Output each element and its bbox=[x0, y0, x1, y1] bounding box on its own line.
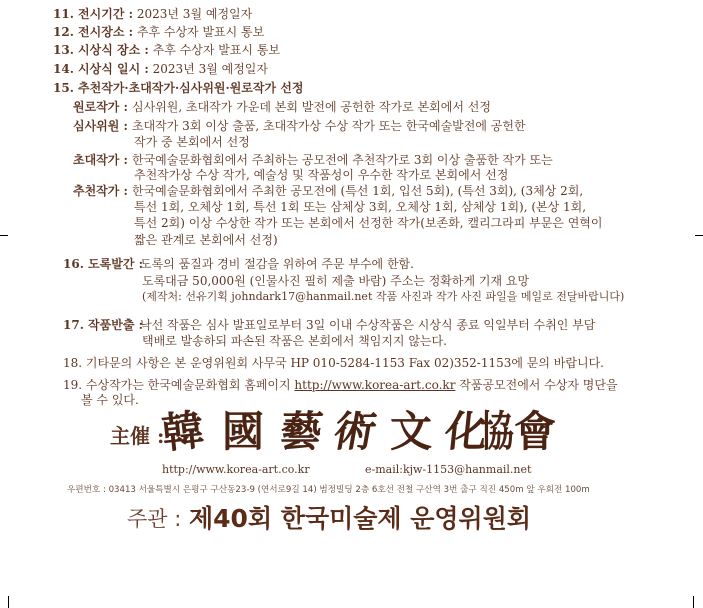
sub-text-recommended-3: 특선 2회) 이상 수상한 작가 또는 본회에서 선정한 작가(보존화, 캘리그라피 부문은 연혁이 bbox=[134, 216, 603, 230]
website[interactable]: http://www.korea-art.co.kr bbox=[162, 463, 310, 476]
homepage-link[interactable]: http://www.korea-art.co.kr bbox=[294, 378, 456, 392]
sub-label-recommended: 추천작가 : bbox=[73, 184, 128, 198]
sub-text-elder-1: 심사위원, 초대작가 가운데 본회 발전에 공헌한 작가로 본회에서 선정 bbox=[132, 100, 491, 114]
organizer-name: 제40회 한국미술제 운영위원회 bbox=[189, 504, 531, 533]
crop-mark-bottom-right bbox=[693, 596, 694, 608]
crop-mark-left bbox=[0, 235, 8, 236]
sub-text-invited-2: 추천작가상 수상 작가, 예술성 및 작품성이 우수한 작가로 본회에서 선정 bbox=[134, 168, 509, 182]
host-label: 主催 : bbox=[110, 424, 165, 448]
sub-text-judge-2: 작가 중 본회에서 선정 bbox=[134, 135, 250, 149]
item-11: 11. 전시기간 : 2023년 3월 예정일자 bbox=[53, 7, 253, 21]
sub-text-judge-1: 초대작가 3회 이상 출품, 초대작가상 수상 작가 또는 한국예술발전에 공헌한 bbox=[132, 119, 526, 133]
sub-label-invited: 초대작가 : bbox=[73, 153, 128, 167]
organizer-label: 주관 : bbox=[127, 507, 182, 531]
item-14: 14. 시상식 일시 : 2023년 3월 예정일자 bbox=[53, 62, 268, 76]
email[interactable]: e-mail:kjw-1153@hanmail.net bbox=[365, 463, 532, 476]
sub-text-recommended-1: 한국예술문화협회에서 주최한 공모전에 (특선 1회, 입선 5회), (특선 3회), (3체상 2회, bbox=[132, 184, 584, 198]
sub-label-judge: 심사위원 : bbox=[73, 119, 128, 133]
sub-text-invited-1: 한국예술문화협회에서 주최하는 공모전에 추천작가로 3회 이상 출품한 작가 또는 bbox=[132, 153, 553, 167]
crop-mark-bottom-left bbox=[8, 596, 9, 608]
host-calligraphy-seal: 韓 國 藝 術 文 化 協 會 bbox=[159, 404, 557, 459]
sub-text-recommended-4: 짧은 관계로 본회에서 선정) bbox=[134, 233, 278, 247]
item-17-line-2: 택배로 발송하되 파손된 작품은 본회에서 책임지지 않는다. bbox=[142, 334, 447, 348]
item-15: 15. 추천작가·초대작가·심사위원·원로작가 선정 bbox=[53, 81, 304, 95]
item-16-line-2: 도록대금 50,000원 (인물사진 필히 제출 바람) 주소는 정확하게 기재 요망 bbox=[142, 274, 530, 288]
crop-mark-right bbox=[695, 235, 703, 236]
item-17-label: 17. 작품반출 : bbox=[63, 318, 144, 332]
item-19-line-2: 볼 수 있다. bbox=[81, 393, 139, 407]
item-12: 12. 전시장소 : 추후 수상자 발표시 통보 bbox=[53, 25, 265, 39]
sub-text-recommended-2: 특선 1회, 오체상 1회, 특선 1회 또는 삼체상 3회, 오체상 1회, 삼체상 1회), (본상 1회, bbox=[134, 200, 587, 214]
item-16-label: 16. 도록발간 : bbox=[63, 257, 144, 271]
item-19: 19. 수상작가는 한국예술문화협회 홈페이지 http://www.korea-art.co.kr 작품공모전에서 수상자 명단을 bbox=[63, 378, 618, 392]
item-16-line-3: (제작처: 선유기획 johndark17@hanmail.net 작품 사진과 작가 사진 파일을 메일로 전달바랍니다) bbox=[142, 290, 625, 303]
item-18: 18. 기타문의 사항은 본 운영위원회 사무국 HP 010-5284-1153 Fax 02)352-1153에 문의 바랍니다. bbox=[63, 356, 604, 370]
address: 우편번호 : 03413 서울특별시 은평구 구산동23-9 (연서로9길 14) 범정빌딩 2층 6호선 전철 구산역 3번 출구 직진 450m 앞 우회전 100m bbox=[67, 485, 590, 495]
item-16-line-1: 도록의 품질과 경비 절감을 위하여 주문 부수에 한함. bbox=[140, 257, 414, 271]
item-13: 13. 시상식 장소 : 추후 수상자 발표시 통보 bbox=[53, 43, 281, 57]
item-17-line-1: 낙선 작품은 심사 발표일로부터 3일 이내 수상작품은 시상식 종료 익일부터 수취인 부담 bbox=[140, 318, 596, 332]
sub-label-elder: 원로작가 : bbox=[73, 100, 128, 114]
